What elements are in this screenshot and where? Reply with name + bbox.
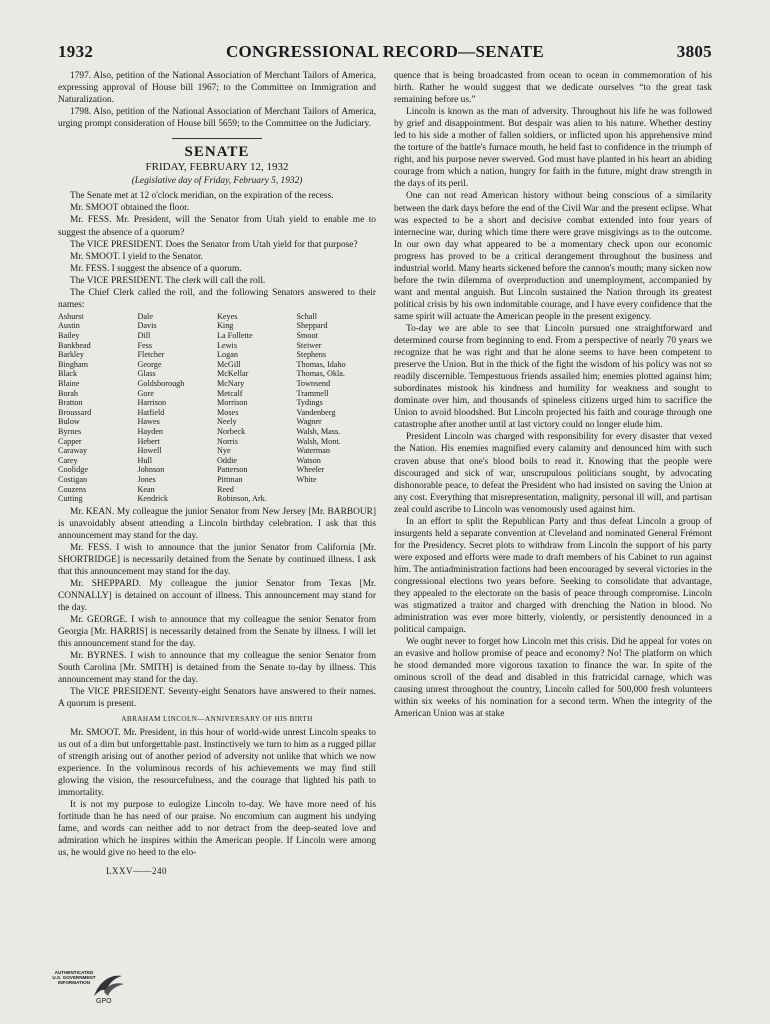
senator-name: Sheppard <box>296 321 328 331</box>
senator-name: Hawes <box>137 417 160 427</box>
senator-name: Fess <box>137 340 153 350</box>
senator-name: Bankhead <box>58 340 91 350</box>
senator-name: Davis <box>137 321 157 331</box>
senator-name: Glass <box>137 369 156 379</box>
senator-name: Howell <box>137 446 162 456</box>
senator-name: Waterman <box>296 446 330 456</box>
roll-call-column <box>217 312 297 504</box>
senator-name: Hull <box>137 455 153 465</box>
senator-name: Bingham <box>58 359 89 369</box>
senator-name: Townsend <box>296 379 331 388</box>
senator-name: Pittman <box>217 474 243 484</box>
opening-paragraph: Mr. FESS. I suggest the absence of a quorum. <box>70 263 242 274</box>
senator-name: Bulow <box>58 417 80 427</box>
right-column <box>394 70 712 877</box>
senator-name: Couzens <box>58 484 87 494</box>
senator-name: Lewis <box>217 340 238 350</box>
senator-name: Jones <box>137 474 156 484</box>
senator-name: Metcalf <box>217 388 243 398</box>
senator-name: Neely <box>217 417 237 427</box>
senator-name: McKellar <box>217 369 249 379</box>
senator-name: Keyes <box>217 311 238 321</box>
announcement-paragraph: Mr. GEORGE. I wish to announce that my colleague the senior Senator from Georgia [Mr. HARRIS] is necessarily detained from the Senate by illness. I will let this announcement stand for the day. <box>58 615 376 650</box>
senator-name: Norris <box>217 436 238 446</box>
senate-heading: SENATE <box>184 144 250 161</box>
senator-name: Blaine <box>58 379 80 388</box>
opening-paragraph: The VICE PRESIDENT. Does the Senator from Utah yield for that purpose? <box>70 239 358 250</box>
header-page-number: 3805 <box>676 42 712 61</box>
senator-name: Johnson <box>137 465 165 475</box>
body-paragraph: To-day we are able to see that Lincoln pursued one straightforward and determined course from beginning to end. From a perspective of nearly 70 years we recognize that he was right and that he alone seems to have been competent to preserve the Union. But in the thick of the fight the wisdom of his policy was not so readily discernible. Tempestuous friends assailed him; enemies plotted against him; subordinates mistook his kindness and humility for weakness and sought to dominate over him, and thousands of spineless citizens urged him to sacrifice the Union to avoid bloodshed. But Lincoln projected his faith and courage through one catastrophe after another until at last victory could no longer elude him. <box>394 323 712 431</box>
announcement-paragraph: Mr. KEAN. My colleague the junior Senator from New Jersey [Mr. BARBOUR] is unavoidably absent attending a Lincoln birthday celebration. I ask that this announcement may stand for the day. <box>58 506 376 541</box>
header-title: CONGRESSIONAL RECORD—SENATE <box>225 42 545 61</box>
senator-name: Capper <box>58 436 82 446</box>
senator-name: Goldsborough <box>137 379 185 388</box>
senator-name: Oddie <box>217 455 238 465</box>
body-paragraph: One can not read American history without being conscious of a similarity between the dark days before the end of the Civil War and the present eclipse. What was expected to be a short and decisive combat extended into four years of internecine war, during which time there were grave misgivings as to the outcome. In our own day what appeared to be a momentary check upon our economic progress has proved to be a critical derangement throughout the business and industrial world. Many hearts sickened before the cannon's mouth; many sicken now before the twin dilemma of overproduction and unemployment, accompanied by want and mental anguish. But Lincoln sustained the Nation through its greatest political crisis by his own indomitable courage, and I have every confidence that the same spirit will actuate the American people in the present exigency. <box>394 191 712 322</box>
senator-name: Hatfield <box>137 407 165 417</box>
body-paragraph: quence that is being broadcasted from ocean to ocean in commemoration of his birth. Rather he would suggest that we dedicate ourselves “to the great task remaining before us.” <box>394 71 712 106</box>
senator-name: White <box>296 474 317 484</box>
gpo-seal-text: AUTHENTICATED U.S. GOVERNMENT INFORMATION <box>52 970 96 986</box>
opening-paragraph: Mr. FESS. Mr. President, will the Senator from Utah yield to enable me to suggest the absence of a quorum? <box>58 215 376 238</box>
lincoln-paragraph: Mr. SMOOT. Mr. President, in this hour of world-wide unrest Lincoln speaks to us out of a dim but unforgettable past. Instinctively we turn to him as a rugged pillar of strength arising out of another period of adversity not unlike that which we now experience. In the voluminous records of his achievements we may find still glowing the vision, the resourcefulness, and the courage that lighted his path to immortality. <box>58 727 376 798</box>
senator-name: Bratton <box>58 398 83 408</box>
senator-name: Dale <box>137 311 153 321</box>
senator-name: Hebert <box>137 436 160 446</box>
senator-name: Costigan <box>58 474 88 484</box>
senator-name: Kendrick <box>137 494 168 504</box>
senator-name: Ashurst <box>58 311 84 321</box>
senator-name: Robinson, Ark. <box>217 494 267 504</box>
date-heading: FRIDAY, FEBRUARY 12, 1932 <box>145 161 289 174</box>
announcement-paragraph: Mr. FESS. I wish to announce that the junior Senator from California [Mr. SHORTRIDGE] is necessarily detained from the Senate by continued illness. I ask that this announcement may stand for the day. <box>58 542 376 577</box>
senator-name: Thomas, Okla. <box>296 369 345 379</box>
senator-name: Vandenberg <box>296 407 336 417</box>
senator-name: La Follette <box>217 331 253 341</box>
announcement-paragraph: Mr. SHEPPARD. My colleague the junior Senator from Texas [Mr. CONNALLY] is detained on account of illness. This announcement may stand for the day. <box>58 579 376 614</box>
senator-name: Barkley <box>58 350 84 360</box>
body-paragraph: We ought never to forget how Lincoln met this crisis. Did he appeal for votes on an evasive and hollow promise of peace and economy? No! The platform on which he stood demanded more vigorous taxation to finance the war. In spite of the ominous scroll of the dead and disabled in this fratricidal carnage, which was causing unrest throughout the country, Lincoln called for 500,000 fresh volunteers within six weeks of his nomination for a second term. When the integrity of the American Union was at stake <box>394 637 712 720</box>
senator-name: Dill <box>137 331 151 341</box>
announcement-paragraph: Mr. BYRNES. I wish to announce that my colleague the senior Senator from South Carolina [Mr. SMITH] is detained from the Senate to-day by illness. This announcement may stand for the day. <box>58 651 376 686</box>
opening-paragraph: Mr. SMOOT obtained the floor. <box>70 203 190 214</box>
senator-name: Austin <box>58 321 80 331</box>
intro-paragraph: 1798. Also, petition of the National Association of Merchant Tailors of America, urging prompt consideration of House bill 5659; to the Committee on the Judiciary. <box>58 107 376 130</box>
senator-name: Trammell <box>296 388 329 398</box>
lincoln-paragraph: It is not my purpose to eulogize Lincoln to-day. We have more need of his fortitude than he has need of our praise. No encomium can augment his undying fame, and words can neither add to nor detract from the deep-seated love and admiration which he inspires within the American people. If Lincoln were among us, he would give no heed to the elo- <box>58 799 376 859</box>
body-paragraph: President Lincoln was charged with responsibility for every disaster that vexed the Nation. His enemies magnified every calamity and denounced him with such craven abuse that one's blood boils to read it. Knowing that the people were discouraged and sick of war, unscrupulous politicians sought, by advocating dishonorable peace, to defeat the President who had insisted on saving the Union at any cost. Everything that misrepresentation, malignity, personal ill will, and partisan zeal could ascribe to Lincoln was venomously used against him. <box>394 432 712 515</box>
senator-name: Steiwer <box>296 340 322 350</box>
senator-name: Black <box>58 369 78 379</box>
opening-paragraph: The VICE PRESIDENT. The clerk will call the roll. <box>70 275 266 286</box>
section-divider <box>172 138 262 139</box>
senator-name: Broussard <box>58 407 92 417</box>
senator-name: Moses <box>217 407 239 417</box>
senator-name: Norbeck <box>217 426 246 436</box>
senator-name: Carey <box>58 455 78 465</box>
senator-name: Kean <box>137 484 155 494</box>
senator-name: Byrnes <box>58 426 82 436</box>
senator-name: Gore <box>137 388 154 398</box>
senator-name: Walsh, Mont. <box>296 436 341 446</box>
intro-paragraph: 1797. Also, petition of the National Association of Merchant Tailors of America, expressing approval of House bill 1967; to the Committee on Immigration and Naturalization. <box>58 71 376 106</box>
body-paragraph: Lincoln is known as the man of adversity. Throughout his life he was followed by grief and disappointment. But despair was alien to his nature. Whether destiny led to his side a mother of fallen soldiers, or inflicted upon his apprehensive mind the torture of the battle's furnace mouth, he held fast to confidence in the triumph of right, and his purpose never swerved. God must have planted in his heart an abiding courage from which a nation, hungry for faith in the future, might draw strength in the days of its peril. <box>394 107 712 190</box>
senator-name: McNary <box>217 379 245 388</box>
senator-name: George <box>137 359 162 369</box>
senator-name: Stephens <box>296 350 327 360</box>
senator-name: Harrison <box>137 398 167 408</box>
senator-name: Logan <box>217 350 238 360</box>
columns <box>58 70 712 877</box>
senator-name: Fletcher <box>137 350 165 360</box>
senator-name: Watson <box>296 455 321 465</box>
senator-name: Wagner <box>296 417 322 427</box>
page-header <box>58 42 712 62</box>
body-paragraph: In an effort to split the Republican Party and thus defeat Lincoln a group of insurgents held a separate convention at Cleveland and nominated General Frémont for the Presidency. Secret plots to withdraw from Lincoln the support of his party were exposed and efforts were made to draft members of his Cabinet to run against him. The antiadministration factions had been encouraged by several victories in the congressional elections two years before. Seeking to consolidate that advantage, they appealed to the electorate on the basis of peace through compromise. Lincoln was stigmatized a traitor and charged with drenching the Nation in blood. No administration was ever more bitterly, violently, or persistently denounced in a political campaign. <box>394 516 712 636</box>
senator-name: Schall <box>296 311 317 321</box>
senator-name: Hayden <box>137 426 163 436</box>
senator-name: Nye <box>217 446 231 456</box>
senator-name: McGill <box>217 359 241 369</box>
senator-name: Coolidge <box>58 465 89 475</box>
senator-name: King <box>217 321 234 331</box>
roll-call-column <box>138 312 218 504</box>
legislative-day: (Legislative day of Friday, February 5, 1932) <box>131 176 303 187</box>
senator-name: Reed <box>217 484 234 494</box>
header-year: 1932 <box>58 42 94 61</box>
senator-name: Caraway <box>58 446 88 456</box>
folio-signature: LXXV——240 <box>106 866 167 877</box>
opening-paragraph: The Chief Clerk called the roll, and the following Senators answered to their names: <box>58 287 376 310</box>
roll-call-list <box>58 312 376 504</box>
senator-name: Bailey <box>58 331 80 341</box>
senator-name: Borah <box>58 388 79 398</box>
left-column <box>58 70 376 877</box>
senator-name: Morrison <box>217 398 248 408</box>
roll-call-column <box>58 312 138 504</box>
gpo-label: GPO <box>96 998 112 1005</box>
senator-name: Wheeler <box>296 465 325 475</box>
senator-name: Walsh, Mass. <box>296 426 341 436</box>
senator-name: Cutting <box>58 494 83 504</box>
roll-call-column <box>297 312 377 504</box>
senator-name: Smoot <box>296 331 318 341</box>
gpo-authentication-seal <box>52 970 132 1014</box>
senator-name: Patterson <box>217 465 248 475</box>
lincoln-heading: ABRAHAM LINCOLN—ANNIVERSARY OF HIS BIRTH <box>121 714 313 723</box>
opening-paragraph: The Senate met at 12 o'clock meridian, on the expiration of the recess. <box>70 191 334 202</box>
senator-name: Tydings <box>296 398 323 408</box>
senator-name: Thomas, Idaho <box>296 359 346 369</box>
announcement-paragraph: The VICE PRESIDENT. Seventy-eight Senators have answered to their names. A quorum is present. <box>58 687 376 710</box>
opening-paragraph: Mr. SMOOT. I yield to the Senator. <box>70 251 203 262</box>
